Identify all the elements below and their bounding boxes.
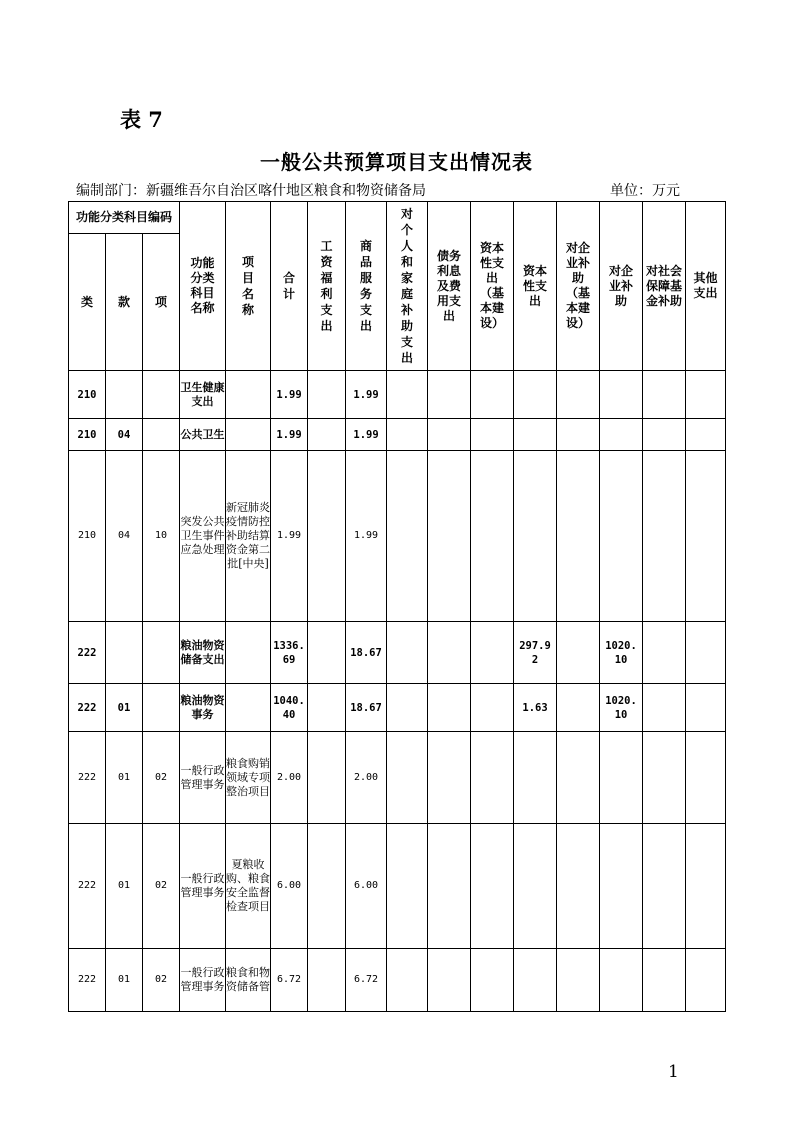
cell-proj-name [226, 622, 271, 684]
cell-wage [308, 451, 346, 622]
cell-other [686, 824, 726, 949]
header-goods: 商品服务支出 [346, 202, 387, 371]
cell-debt [428, 732, 471, 824]
unit-label: 单位：万元 [610, 183, 680, 199]
cell-social [643, 622, 686, 684]
cell-household [387, 684, 428, 732]
cell-wage [308, 949, 346, 1012]
cell-goods: 6.00 [346, 824, 387, 949]
cell-household [387, 824, 428, 949]
cell-ent [600, 824, 643, 949]
header-debt: 债务利息及费用支出 [428, 202, 471, 371]
cell-ent-build [557, 371, 600, 419]
cell-wage [308, 684, 346, 732]
cell-lei: 222 [69, 622, 106, 684]
cell-ent [600, 732, 643, 824]
cell-kuan [106, 622, 143, 684]
cell-capital-build [471, 684, 514, 732]
cell-xiang [143, 684, 180, 732]
cell-lei: 222 [69, 684, 106, 732]
cell-proj-name [226, 684, 271, 732]
cell-proj-name [226, 371, 271, 419]
cell-total: 6.72 [271, 949, 308, 1012]
header-code-group: 功能分类科目编码 [69, 202, 180, 234]
cell-ent-build [557, 419, 600, 451]
compiling-department: 编制部门：新疆维吾尔自治区喀什地区粮食和物资储备局 [76, 183, 426, 199]
cell-social [643, 824, 686, 949]
header-func-name: 功能分类科目名称 [180, 202, 226, 371]
cell-kuan: 01 [106, 824, 143, 949]
cell-kuan: 04 [106, 419, 143, 451]
cell-other [686, 684, 726, 732]
cell-debt [428, 419, 471, 451]
cell-ent-build [557, 949, 600, 1012]
header-other: 其他支出 [686, 202, 726, 371]
cell-ent [600, 371, 643, 419]
cell-other [686, 949, 726, 1012]
cell-ent: 1020.10 [600, 684, 643, 732]
cell-wage [308, 419, 346, 451]
cell-other [686, 419, 726, 451]
cell-ent [600, 419, 643, 451]
page-number: 1 [668, 1062, 679, 1082]
cell-debt [428, 371, 471, 419]
cell-capital: 297.92 [514, 622, 557, 684]
table-row [69, 684, 726, 732]
cell-xiang: 02 [143, 949, 180, 1012]
header-household: 对个人和家庭补助支出 [387, 202, 428, 371]
cell-goods: 18.67 [346, 684, 387, 732]
header-total: 合计 [271, 202, 308, 371]
header-proj-name: 项目名称 [226, 202, 271, 371]
cell-other [686, 371, 726, 419]
cell-goods: 6.72 [346, 949, 387, 1012]
cell-household [387, 419, 428, 451]
cell-xiang [143, 371, 180, 419]
cell-total: 1.99 [271, 371, 308, 419]
cell-household [387, 622, 428, 684]
cell-debt [428, 824, 471, 949]
cell-func-name: 粮油物资储备支出 [180, 622, 226, 684]
cell-other [686, 451, 726, 622]
cell-debt [428, 622, 471, 684]
cell-capital-build [471, 949, 514, 1012]
cell-total: 1336.69 [271, 622, 308, 684]
cell-social [643, 451, 686, 622]
cell-ent [600, 451, 643, 622]
cell-func-name: 粮油物资事务 [180, 684, 226, 732]
cell-ent-build [557, 684, 600, 732]
cell-func-name: 突发公共卫生事件应急处理 [180, 451, 226, 622]
cell-wage [308, 824, 346, 949]
table-row [69, 622, 726, 684]
table-header [69, 202, 726, 371]
header-wage: 工资福利支出 [308, 202, 346, 371]
cell-capital [514, 949, 557, 1012]
header-kuan: 款 [106, 234, 143, 371]
cell-goods: 1.99 [346, 451, 387, 622]
cell-lei: 222 [69, 949, 106, 1012]
cell-goods: 1.99 [346, 419, 387, 451]
cell-kuan [106, 371, 143, 419]
cell-goods: 1.99 [346, 371, 387, 419]
header-capital-build: 资本性支出（基本建设） [471, 202, 514, 371]
cell-wage [308, 371, 346, 419]
cell-debt [428, 451, 471, 622]
cell-func-name: 公共卫生 [180, 419, 226, 451]
cell-social [643, 419, 686, 451]
cell-capital-build [471, 824, 514, 949]
cell-goods: 2.00 [346, 732, 387, 824]
table-row [69, 451, 726, 622]
cell-capital: 1.63 [514, 684, 557, 732]
cell-xiang: 02 [143, 824, 180, 949]
header-xiang: 项 [143, 234, 180, 371]
header-ent-build: 对企业补助（基本建设） [557, 202, 600, 371]
cell-lei: 210 [69, 371, 106, 419]
cell-func-name: 一般行政管理事务 [180, 732, 226, 824]
cell-capital [514, 451, 557, 622]
cell-ent-build [557, 824, 600, 949]
cell-xiang: 02 [143, 732, 180, 824]
cell-capital [514, 824, 557, 949]
cell-social [643, 684, 686, 732]
cell-ent-build [557, 622, 600, 684]
cell-capital-build [471, 622, 514, 684]
cell-xiang [143, 622, 180, 684]
cell-func-name: 卫生健康支出 [180, 371, 226, 419]
cell-kuan: 01 [106, 732, 143, 824]
cell-debt [428, 684, 471, 732]
cell-capital-build [471, 451, 514, 622]
table-row [69, 371, 726, 419]
cell-wage [308, 622, 346, 684]
cell-lei: 210 [69, 419, 106, 451]
cell-xiang: 10 [143, 451, 180, 622]
cell-proj-name: 粮食购销领域专项整治项目 [226, 732, 271, 824]
page-title: 一般公共预算项目支出情况表 [260, 150, 533, 174]
cell-household [387, 949, 428, 1012]
cell-other [686, 732, 726, 824]
cell-goods: 18.67 [346, 622, 387, 684]
cell-lei: 222 [69, 732, 106, 824]
cell-ent-build [557, 451, 600, 622]
cell-xiang [143, 419, 180, 451]
cell-capital [514, 419, 557, 451]
cell-capital [514, 732, 557, 824]
table-row [69, 949, 726, 1012]
cell-kuan: 01 [106, 684, 143, 732]
cell-other [686, 622, 726, 684]
cell-total: 1040.40 [271, 684, 308, 732]
cell-lei: 210 [69, 451, 106, 622]
cell-household [387, 732, 428, 824]
header-capital: 资本性支出 [514, 202, 557, 371]
cell-debt [428, 949, 471, 1012]
cell-ent: 1020.10 [600, 622, 643, 684]
cell-proj-name [226, 419, 271, 451]
cell-social [643, 371, 686, 419]
cell-total: 1.99 [271, 419, 308, 451]
cell-total: 1.99 [271, 451, 308, 622]
cell-proj-name: 夏粮收购、粮食安全监督检查项目 [226, 824, 271, 949]
cell-total: 6.00 [271, 824, 308, 949]
cell-social [643, 732, 686, 824]
table-row [69, 732, 726, 824]
budget-table [68, 201, 726, 1012]
cell-capital [514, 371, 557, 419]
cell-ent [600, 949, 643, 1012]
cell-proj-name: 新冠肺炎疫情防控补助结算资金第二批[中央] [226, 451, 271, 622]
cell-kuan: 04 [106, 451, 143, 622]
cell-capital-build [471, 732, 514, 824]
cell-capital-build [471, 419, 514, 451]
table-row [69, 419, 726, 451]
cell-household [387, 451, 428, 622]
cell-lei: 222 [69, 824, 106, 949]
header-ent: 对企业补助 [600, 202, 643, 371]
header-lei: 类 [69, 234, 106, 371]
cell-capital-build [471, 371, 514, 419]
table-number: 表 7 [120, 107, 163, 132]
cell-func-name: 一般行政管理事务 [180, 824, 226, 949]
cell-social [643, 949, 686, 1012]
cell-wage [308, 732, 346, 824]
cell-proj-name: 粮食和物资储备管 [226, 949, 271, 1012]
cell-kuan: 01 [106, 949, 143, 1012]
table-row [69, 824, 726, 949]
cell-ent-build [557, 732, 600, 824]
cell-household [387, 371, 428, 419]
cell-total: 2.00 [271, 732, 308, 824]
cell-func-name: 一般行政管理事务 [180, 949, 226, 1012]
header-social: 对社会保障基金补助 [643, 202, 686, 371]
